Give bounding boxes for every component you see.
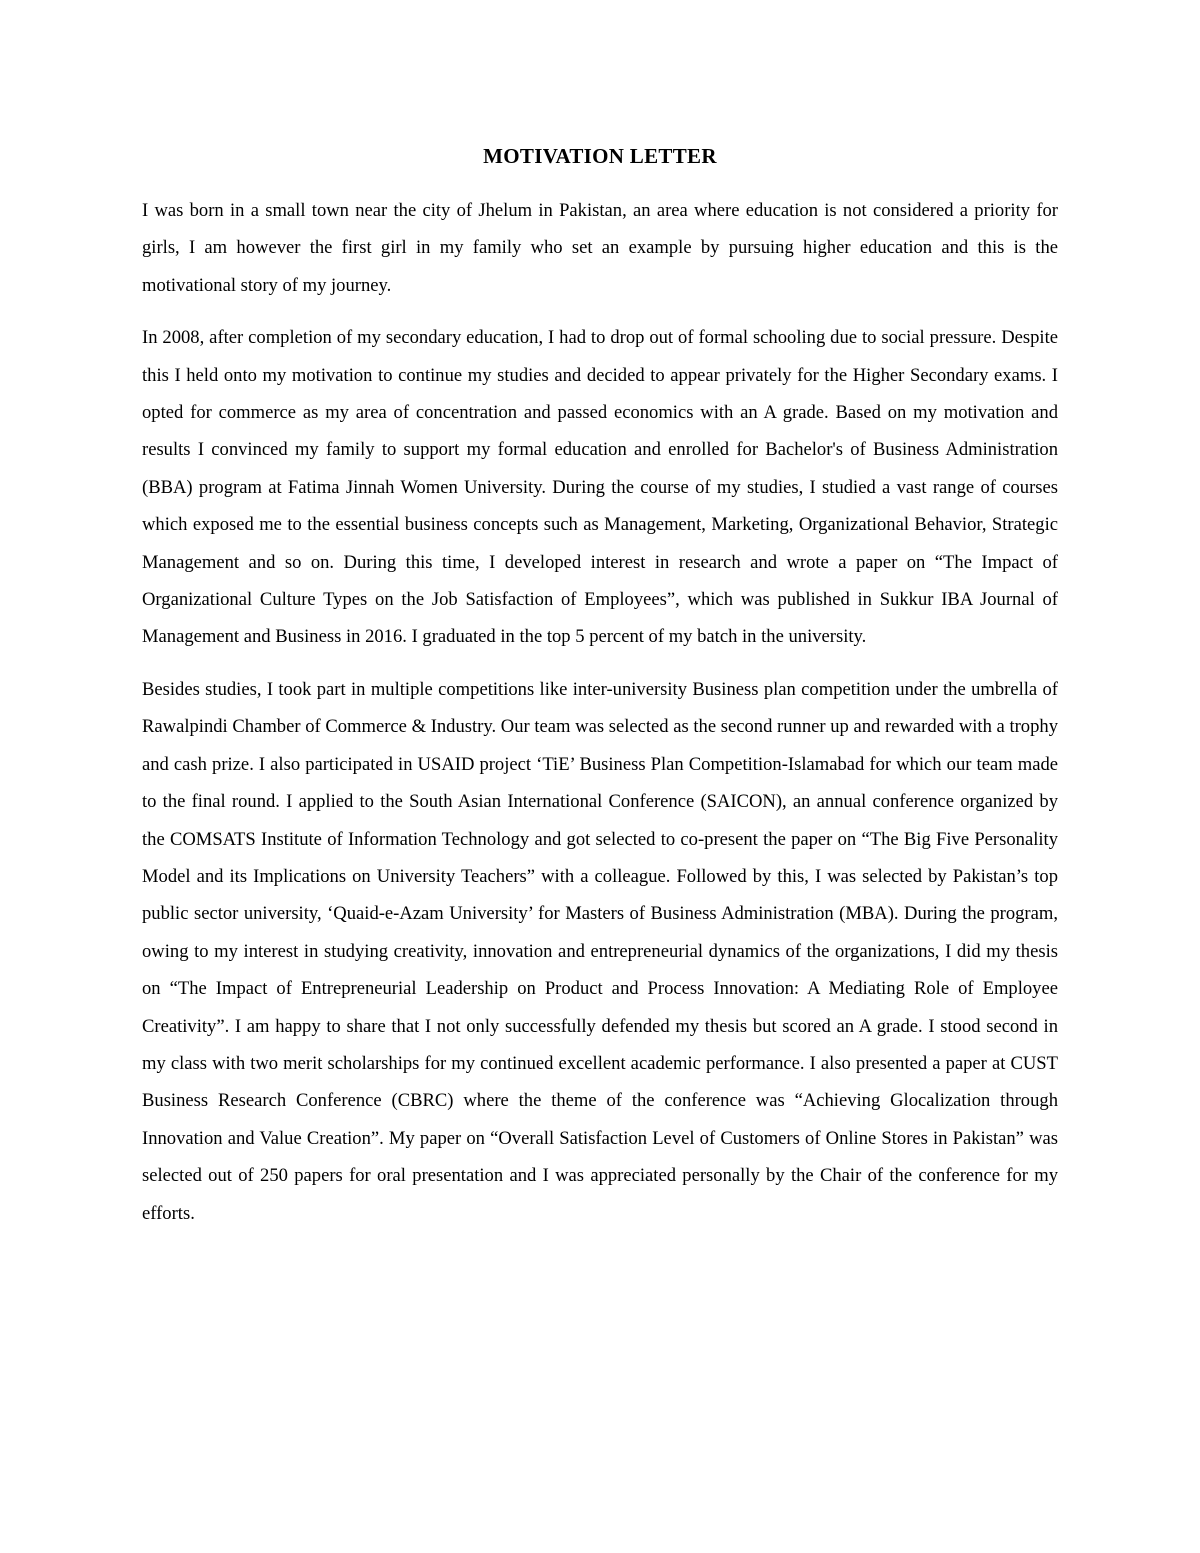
document-body bbox=[142, 192, 1058, 1247]
document-title: MOTIVATION LETTER bbox=[483, 144, 717, 168]
paragraph-achievements: Besides studies, I took part in multiple competitions like inter-university Business plan competition under the umbrella of Rawalpindi Chamber of Commerce & Industry. Our team was selected as the second runner up and rewarded with a trophy and cash prize. I also participated in USAID project ‘TiE’ Business Plan Competition-Islamabad for which our team made to the final round. I applied to the South Asian International Conference (SAICON), an annual conference organized by the COMSATS Institute of Information Technology and got selected to co-present the paper on “The Big Five Personality Model and its Implications on University Teachers” with a colleague. Followed by this, I was selected by Pakistan’s top public sector university, ‘Quaid-e-Azam University’ for Masters of Business Administration (MBA). During the program, owing to my interest in studying creativity, innovation and entrepreneurial dynamics of the organizations, I did my thesis on “The Impact of Entrepreneurial Leadership on Product and Process Innovation: A Mediating Role of Employee Creativity”. I am happy to share that I not only successfully defended my thesis but scored an A grade. I stood second in my class with two merit scholarships for my continued excellent academic performance. I also presented a paper at CUST Business Research Conference (CBRC) where the theme of the conference was “Achieving Glocalization through Innovation and Value Creation”. My paper on “Overall Satisfaction Level of Customers of Online Stores in Pakistan” was selected out of 250 papers for oral presentation and I was appreciated personally by the Chair of the conference for my efforts. bbox=[142, 678, 1058, 1224]
paragraph-education: In 2008, after completion of my secondary education, I had to drop out of formal schooling due to social pressure. Despite this I held onto my motivation to continue my studies and decided to appear privately for the Higher Secondary exams. I opted for commerce as my area of concentration and passed economics with an A grade. Based on my motivation and results I convinced my family to support my formal education and enrolled for Bachelor's of Business Administration (BBA) program at Fatima Jinnah Women University. During the course of my studies, I studied a vast range of courses which exposed me to the essential business concepts such as Management, Marketing, Organizational Behavior, Strategic Management and so on. During this time, I developed interest in research and wrote a paper on “The Impact of Organizational Culture Types on the Job Satisfaction of Employees”, which was published in Sukkur IBA Journal of Management and Business in 2016. I graduated in the top 5 percent of my batch in the university. bbox=[142, 327, 1058, 648]
paragraph-intro: I was born in a small town near the city of Jhelum in Pakistan, an area where education is not considered a priority for girls, I am however the first girl in my family who set an example by pursuing higher education and this is the motivational story of my journey. bbox=[142, 200, 1058, 296]
